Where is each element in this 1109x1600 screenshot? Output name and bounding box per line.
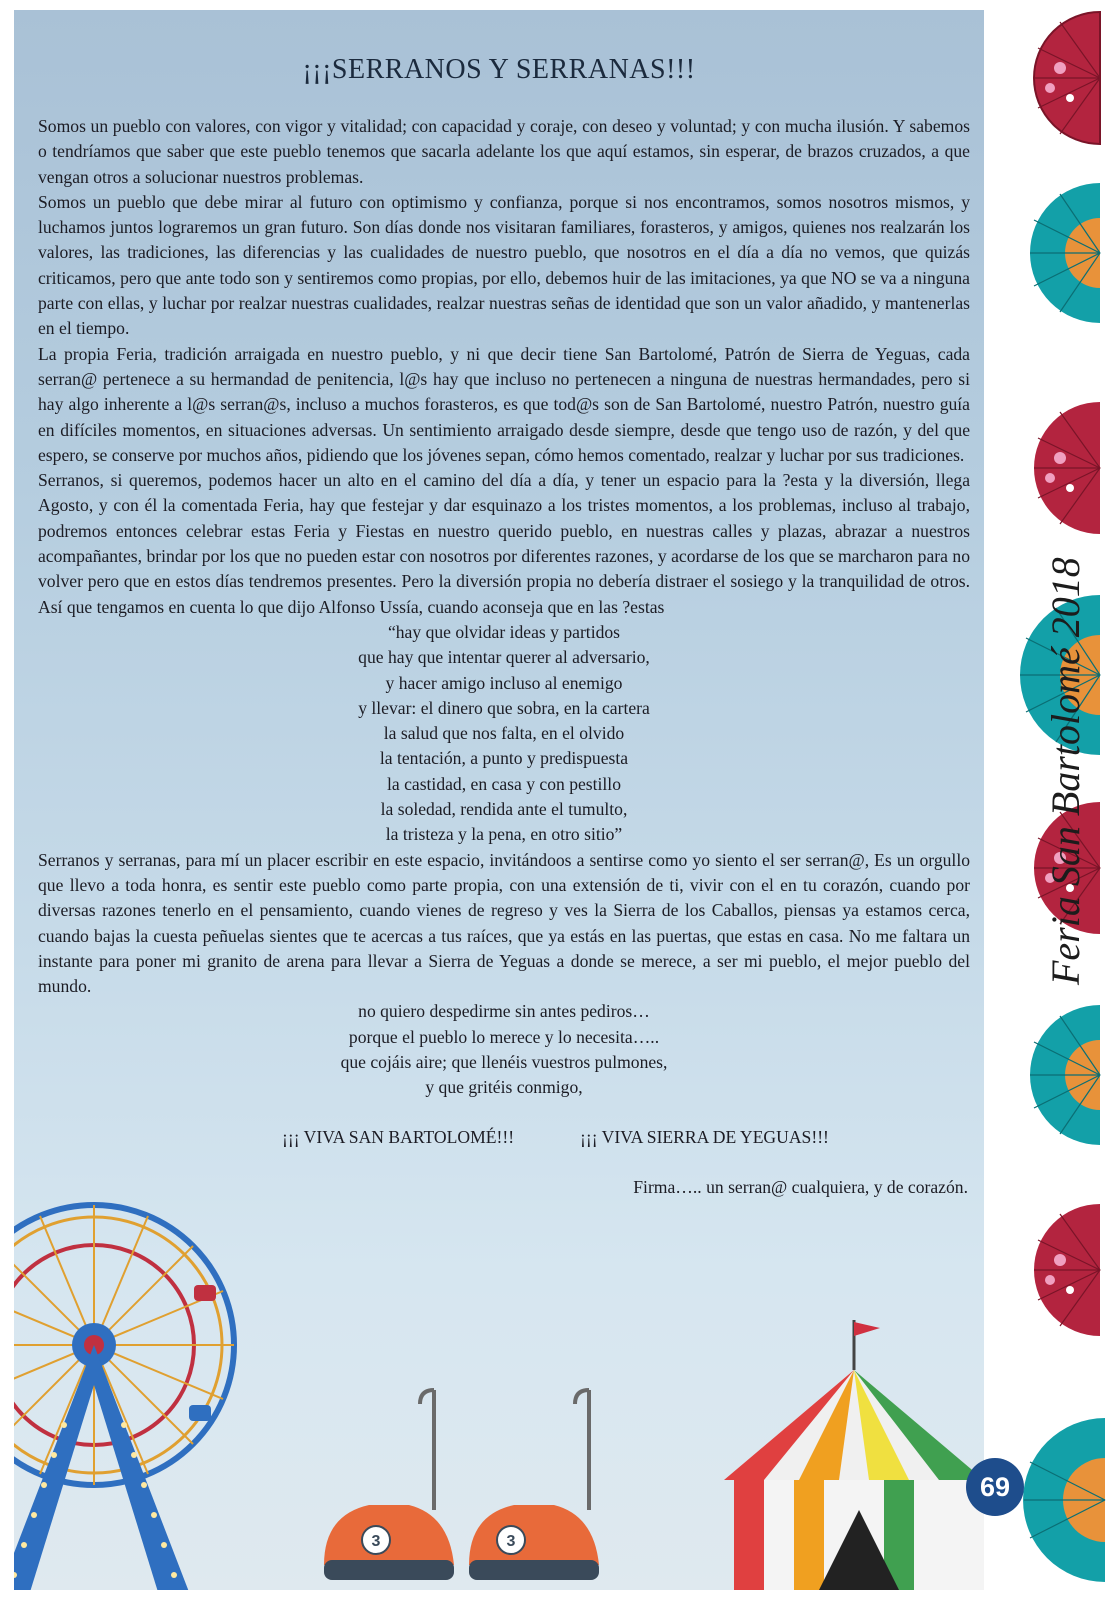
paragraph: Serranos, si queremos, podemos hacer un alto en el camino del día a día, y tener un espacio para la ?esta y la diversión, llega Agosto, y con él la comentada Feria, hay que festejar y dar esquinazo a los tristes momentos, a los problemas, incluso al trabajo, podremos entonces celebrar estas Feria y Fiestas en nuestro querido pueblo, en nuestras calles y plazas, abrazar a nuestros acompañantes, brindar por los que no pueden estar con nosotros por diferentes razones, y acordarse de los que se marcharon para no volver pero que en estos días tendremos presentes. Pero la diversión propia no debería distraer el sosiego y la tranquilidad de otros. Así que tengamos en cuenta lo que dijo Alfonso Ussía, cuando aconseja que en las ?estas	[38, 470, 970, 617]
circus-tent-illustration	[704, 1310, 984, 1590]
viva-row	[38, 1125, 970, 1155]
fan-red-icon	[990, 1200, 1109, 1340]
page-number: 69	[966, 1458, 1024, 1516]
poem-line: y hacer amigo incluso al enemigo	[385, 672, 623, 693]
viva-sierra-de-yeguas: ¡¡¡ VIVA SIERRA DE YEGUAS!!!	[580, 1126, 829, 1147]
bumper-car-left	[314, 1390, 464, 1590]
paragraph: Somos un pueblo que debe mirar al futuro con optimismo y confianza, porque si nos encontramos, somos nosotros mismos, y luchamos juntos lograremos un gran futuro. Son días donde nos visitaran familiares, forasteros, y amigos, quienes nos realzarán los valores, las tradiciones, las diferencias y las cualidades de nuestro pueblo, que nosotros en el día a día no vemos, que quizás criticamos, pero que ante todo son y sentiremos como propias, por ello, debemos huir de las imitaciones, ya que NO se va a ninguna parte con ellas, y luchar por realzar nuestras cualidades, realzar nuestras señas de identidad que son un valor añadido, y mantenerlas en el tiempo.	[38, 191, 970, 339]
poem-line: que hay que intentar querer al adversario,	[358, 647, 650, 668]
bumper-car-right	[459, 1390, 609, 1590]
ferris-wheel-illustration	[14, 1185, 274, 1590]
paragraph: La propia Feria, tradición arraigada en nuestro pueblo, y ni que decir tiene San Bartolomé, Patrón de Sierra de Yeguas, cada serran@ pertenece a su hermandad de penitencia, l@s hay que incluso no pertenecen a ninguna de nuestras hermandades, pero si hay algo inherente a l@s serran@s, incluso a muchos forasteros, es que tod@s son de San Bartolomé, nuestro Patrón, nuestro guía en difíciles momentos, en situaciones adversas. Un sentimiento arraigado desde siempre, desde que tengo uso de razón, y del que espero, se conserve por muchos años, pidiendo que los jóvenes sepan, cómo hemos comentado, realzar y luchar por sus tradiciones.	[38, 343, 970, 465]
closing-line: que cojáis aire; que llenéis vuestros pulmones,	[340, 1051, 668, 1072]
poem-line: la tentación, a punto y predispuesta	[379, 748, 629, 769]
signature: Firma….. un serran@ cualquiera, y de corazón.	[633, 1176, 968, 1197]
closing-line: y que gritéis conmigo,	[425, 1077, 583, 1098]
closing-line: no quiero despedirme sin antes pediros…	[358, 1001, 650, 1022]
paragraph: Serranos y serranas, para mí un placer escribir en este espacio, invitándoos a sentirse como yo siento el ser serran@, Es un orgullo que llevo a toda honra, es sentir este pueblo como parte propia, con una extensión de ti, vivir con el en tu corazón, cuando por diversas razones tenerlo en el pensamiento, cuando vienes de regreso y ves la Sierra de los Caballos, piensas ya estamos cerca, cuando bajas la cuesta peñuelas sientes que te acercas a tus raíces, que ya estás en las puertas, que estas en casa. No me faltara un instante para poner mi granito de arena para llevar a Sierra de Yeguas a donde se merece, a ser mi pueblo, el mejor pueblo del mundo.	[38, 849, 970, 997]
poem-line: la castidad, en casa y con pestillo	[386, 773, 621, 794]
fan-teal-icon	[990, 178, 1109, 328]
poem-line: y llevar: el dinero que sobra, en la cartera	[358, 697, 650, 718]
fan-red-icon	[990, 398, 1109, 538]
poem-line: la soledad, rendida ante el tumulto,	[380, 799, 628, 820]
poem-line: la salud que nos falta, en el olvido	[383, 723, 625, 744]
closing-lines	[38, 999, 970, 1100]
closing-line: porque el pueblo lo merece y lo necesita…..	[348, 1026, 660, 1047]
text-panel	[14, 10, 984, 1590]
poem-line: “hay que olvidar ideas y partidos	[387, 621, 621, 642]
bumper-car-number: 3	[371, 1533, 381, 1550]
paragraph: Somos un pueblo con valores, con vigor y vitalidad; con capacidad y coraje, con deseo y voluntad; y con mucha ilusión. Y sabemos o tendríamos que saber que este pueblo tenemos que sacarla adelante los que aquí estamos, sin esperar, de brazos cruzados, a que vengan otros a solucionar nuestros problemas.	[38, 116, 970, 187]
viva-san-bartolome: ¡¡¡ VIVA SAN BARTOLOMÉ!!!	[282, 1126, 515, 1147]
bumper-car-number: 3	[506, 1533, 516, 1550]
fan-red-icon	[990, 8, 1109, 148]
page-title: ¡¡¡SERRANOS Y SERRANAS!!!	[302, 54, 696, 85]
poem-quote	[38, 620, 970, 848]
poem-line: la tristeza y la pena, en otro sitio”	[385, 824, 623, 845]
article-body	[38, 114, 970, 1200]
fan-teal-icon	[990, 1000, 1109, 1150]
side-title: Feria San Bartolomé 2018	[1043, 557, 1088, 985]
